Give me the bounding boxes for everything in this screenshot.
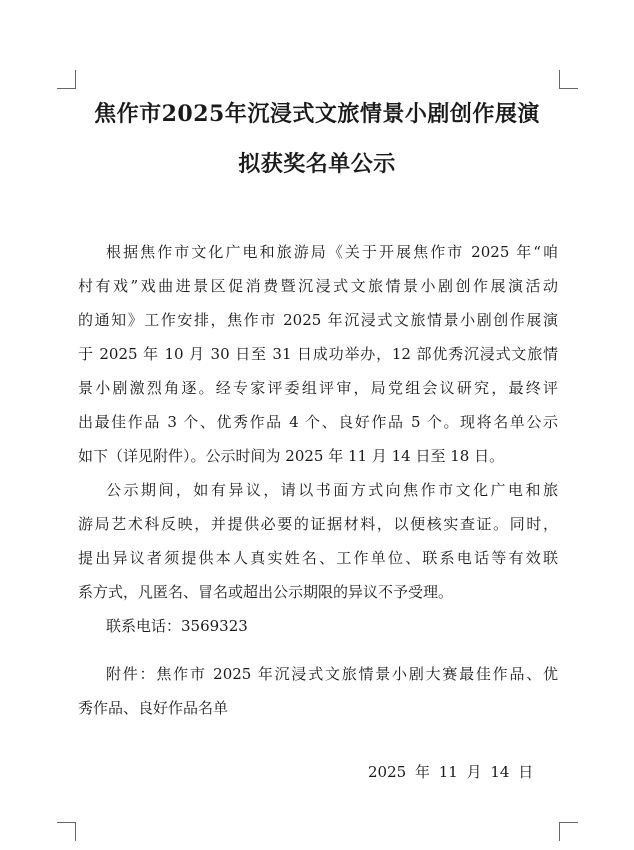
crop-mark-bottom-left xyxy=(57,822,76,841)
body-line-2: 村有戏”戏曲进景区促消费暨沉浸式文旅情景小剧创作展演活动 xyxy=(78,277,558,295)
body-line-3: 的通知》工作安排，焦作市 2025 年沉浸式文旅情景小剧创作展演 xyxy=(78,311,558,329)
body-line-1: 根据焦作市文化广电和旅游局《关于开展焦作市 2025 年“咱 xyxy=(106,243,558,261)
crop-mark-top-left xyxy=(57,70,76,89)
crop-mark-bottom-right xyxy=(559,822,578,841)
body-line-4: 于 2025 年 10 月 30 日至 31 日成功举办，12 部优秀沉浸式文旅情 xyxy=(78,345,558,363)
attachment-line-2: 秀作品、良好作品名单 xyxy=(78,699,229,717)
document-date: 2025 年 11 月 14 日 xyxy=(368,763,534,781)
crop-mark-top-right xyxy=(559,70,578,89)
body-line-6: 出最佳作品 3 个、优秀作品 4 个、良好作品 5 个。现将名单公示 xyxy=(78,413,558,431)
body-line-11: 系方式，凡匿名、冒名或超出公示期限的异议不予受理。 xyxy=(78,583,454,601)
contact-phone: 联系电话：3569323 xyxy=(106,617,248,635)
document-title-line1: 焦作市2025年沉浸式文旅情景小剧创作展演 xyxy=(94,101,540,127)
document-title-line2: 拟获奖名单公示 xyxy=(238,151,396,177)
body-line-8: 公示期间，如有异议，请以书面方式向焦作市文化广电和旅 xyxy=(106,481,558,499)
body-line-7: 如下（详见附件）。公示时间为 2025 年 11 月 14 日至 18 日。 xyxy=(78,447,505,465)
body-line-5: 景小剧激烈角逐。经专家评委组评审，局党组会议研究，最终评 xyxy=(78,379,558,397)
body-line-9: 游局艺术科反映，并提供必要的证据材料，以便核实查证。同时， xyxy=(78,515,558,533)
attachment-line-1: 附件：焦作市 2025 年沉浸式文旅情景小剧大赛最佳作品、优 xyxy=(106,665,558,683)
body-line-10: 提出异议者须提供本人真实姓名、工作单位、联系电话等有效联 xyxy=(78,549,558,567)
